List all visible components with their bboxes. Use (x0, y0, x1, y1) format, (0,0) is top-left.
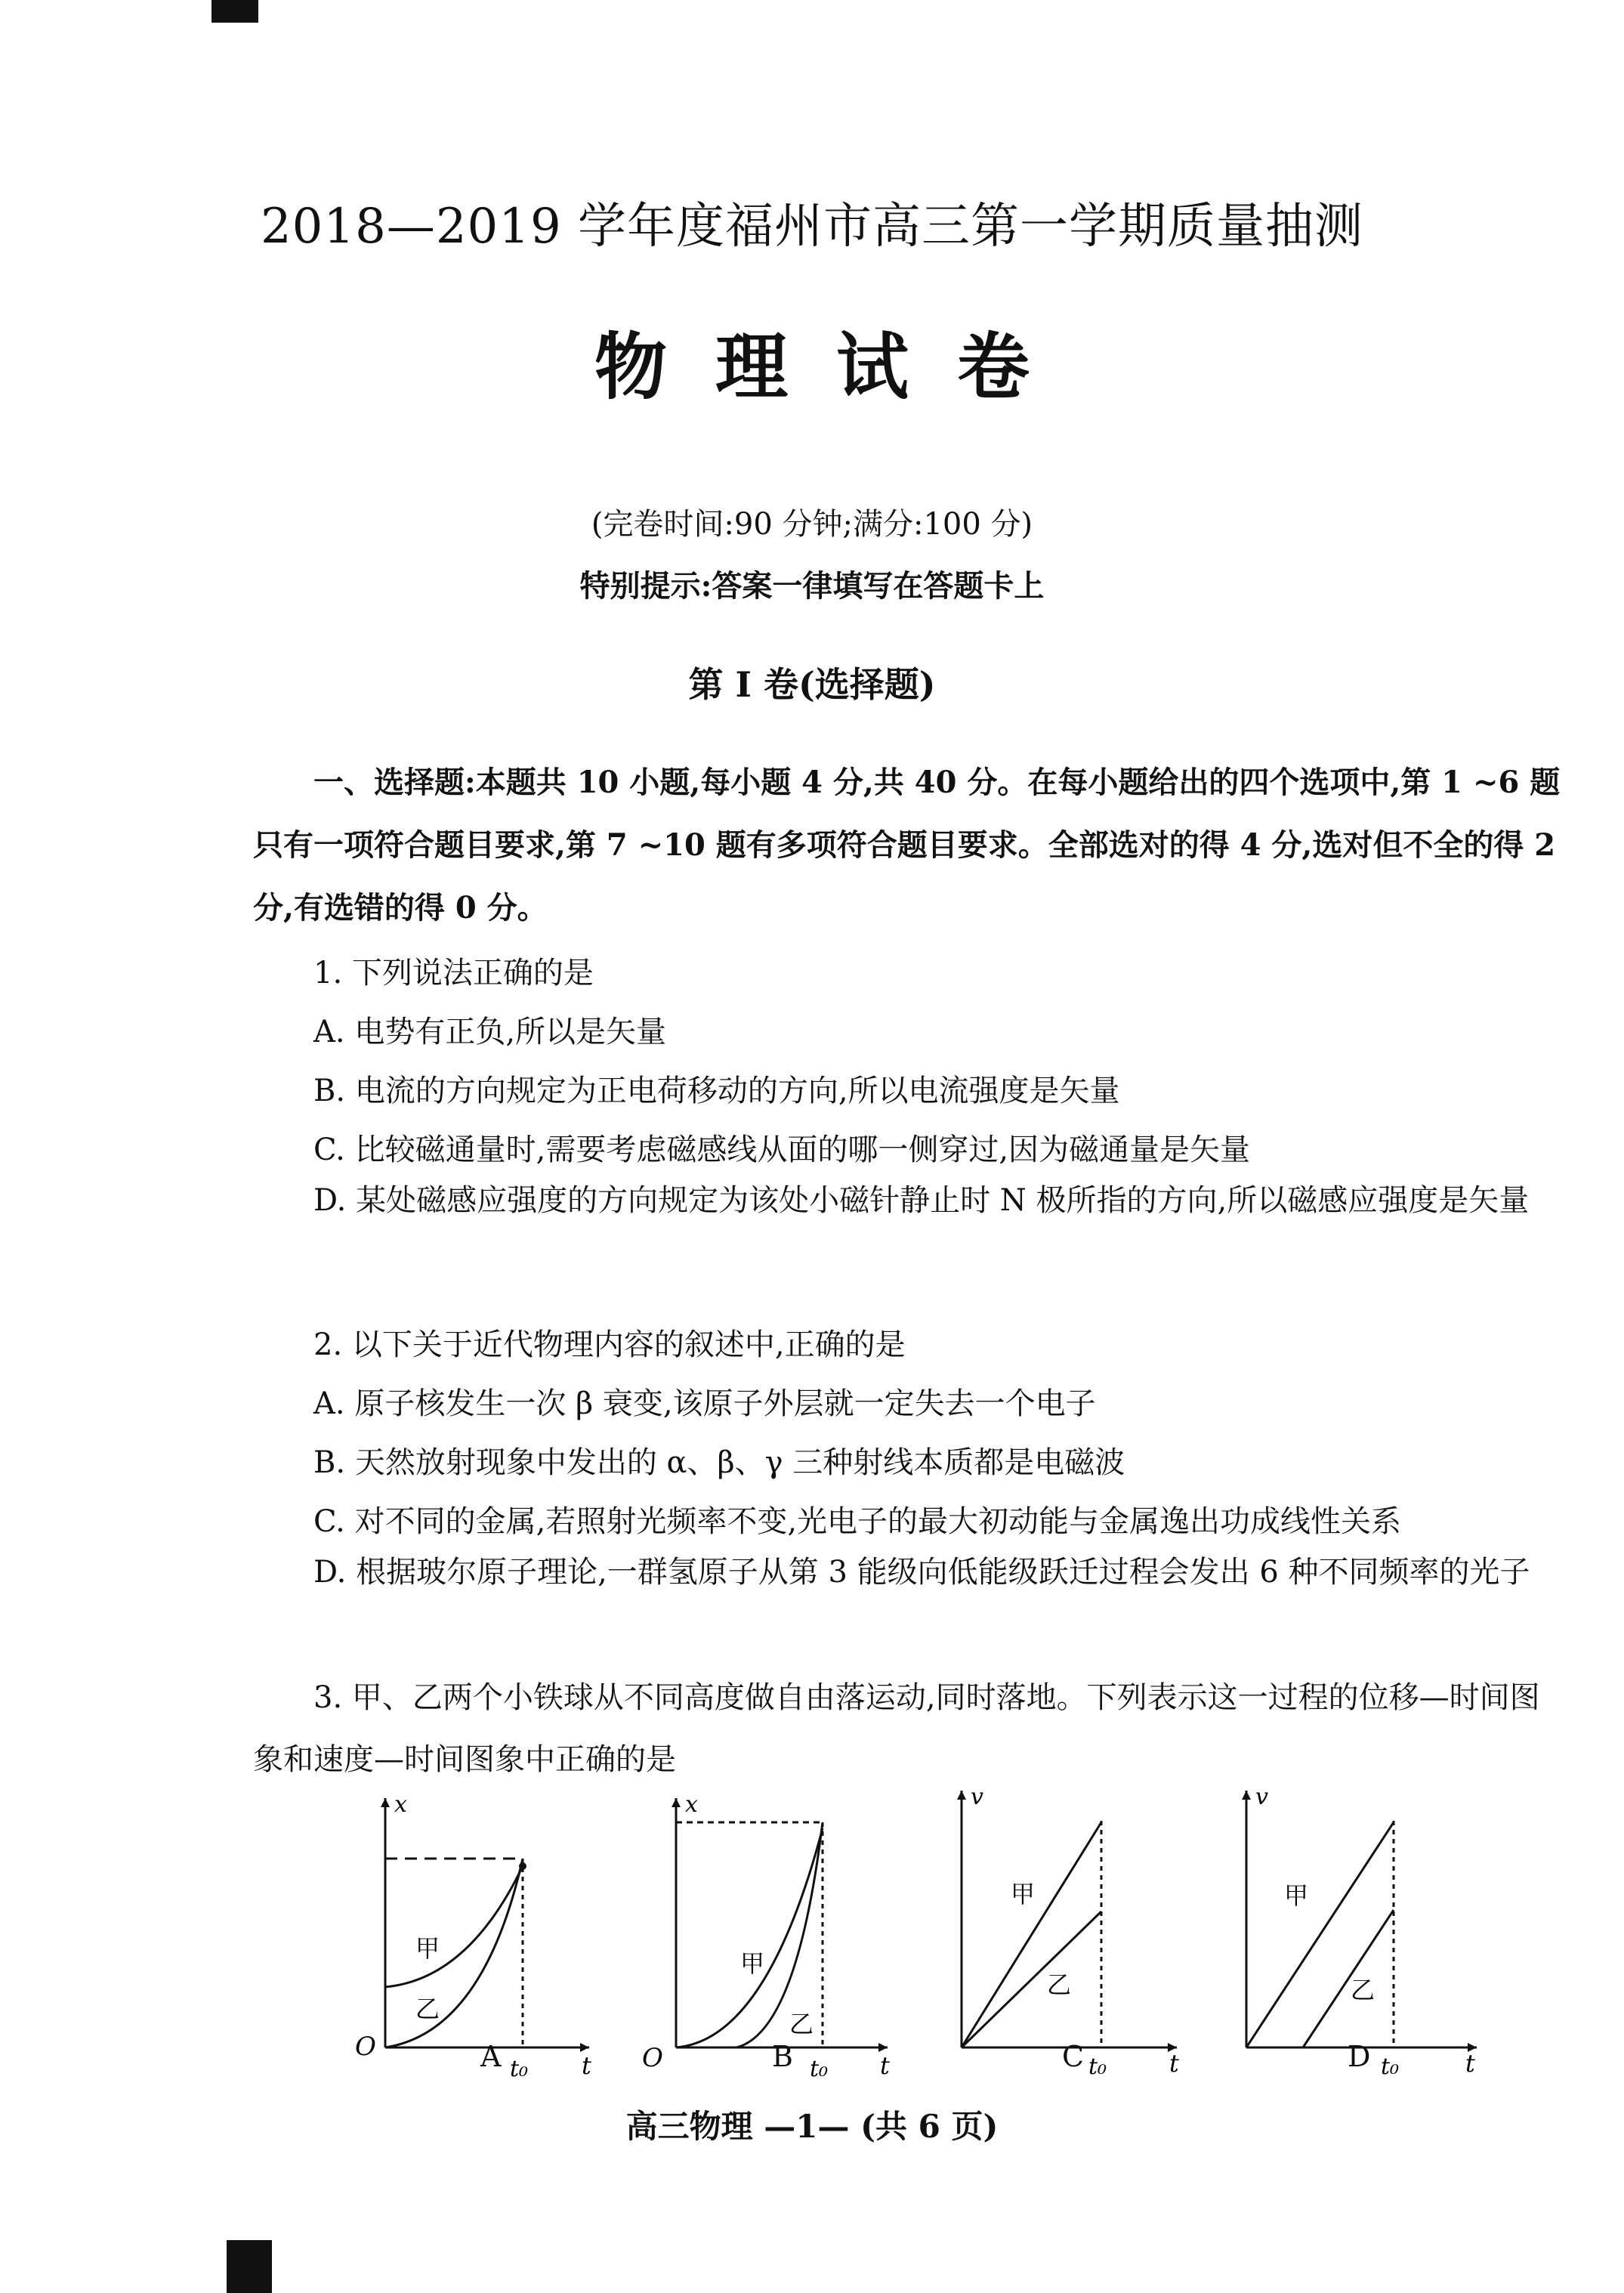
graph-c-t0: t₀ (1088, 2054, 1107, 2080)
scan-mark-bottom (227, 2240, 272, 2293)
graph-d-y-label: v (1255, 1784, 1268, 1810)
graph-c-t-label: t (1169, 2049, 1179, 2078)
question-2-option-a: A. 原子核发生一次 β 衰变,该原子外层就一定失去一个电子 (313, 1386, 1096, 1421)
graph-a-y-label: x (394, 1791, 407, 1818)
graph-b-t0: t₀ (810, 2056, 829, 2082)
graph-d-t0: t₀ (1381, 2054, 1400, 2080)
graph-c-jia-label: 甲 (1011, 1880, 1036, 1908)
question-1-option-b: B. 电流的方向规定为正电荷移动的方向,所以电流强度是矢量 (313, 1074, 1120, 1108)
graph-c (943, 1784, 1199, 2080)
graph-b-y-label: x (685, 1791, 698, 1818)
question-1-option-a: A. 电势有正负,所以是矢量 (313, 1015, 667, 1049)
graph-b-jia-label: 甲 (740, 1949, 765, 1978)
graph-b-caption: B (772, 2040, 793, 2073)
section-title: 第 I 卷(选择题) (688, 664, 936, 705)
graph-a (355, 1791, 604, 2082)
question-2-option-b: B. 天然放射现象中发出的 α、β、γ 三种射线本质都是电磁波 (313, 1445, 1125, 1480)
graph-a-origin: O (355, 2032, 376, 2062)
question-2-option-d: D. 根据玻尔原子理论,一群氢原子从第 3 能级向低能级跃迁过程会发出 6 种不同频率的光子 (313, 1555, 1530, 1590)
graph-d-t-label: t (1465, 2049, 1475, 2078)
question-3-stem: 3. 甲、乙两个小铁球从不同高度做自由落运动,同时落地。下列表示这一过程的位移—时间图象和速度—时间图象中正确的是 (253, 1680, 1540, 1777)
question-1-option-d: D. 某处磁感应强度的方向规定为该处小磁针静止时 N 极所指的方向,所以磁感应强度是矢量 (313, 1183, 1530, 1218)
question-2-option-c: C. 对不同的金属,若照射光频率不变,光电子的最大初动能与金属逸出功成线性关系 (313, 1504, 1402, 1539)
graph-a-jia-label: 甲 (415, 1934, 440, 1963)
exam-title: 2018—2019 学年度福州市高三第一学期质量抽测 (260, 199, 1364, 255)
graph-d-caption: D (1348, 2040, 1371, 2073)
graph-a-t0: t₀ (510, 2056, 529, 2082)
page-footer: 高三物理 —1— (共 6 页) (625, 2108, 999, 2145)
graph-a-caption: A (480, 2040, 502, 2073)
question-1-option-c: C. 比较磁通量时,需要考虑磁感线从面的哪一侧穿过,因为磁通量是矢量 (313, 1133, 1251, 1167)
graph-a-t-label: t (582, 2051, 591, 2080)
graph-d-line-jia (1246, 1822, 1394, 2047)
exam-info: (完卷时间:90 分钟;满分:100 分) (591, 507, 1033, 542)
graph-c-line-jia (962, 1822, 1101, 2047)
graph-c-yi-label: 乙 (1047, 1970, 1072, 1999)
graph-d-line-yi (1303, 1910, 1394, 2047)
question-1-stem: 1. 下列说法正确的是 (313, 956, 594, 990)
special-note: 特别提示:答案一律填写在答题卡上 (579, 568, 1045, 604)
graph-c-line-yi (962, 1911, 1101, 2047)
graph-d-yi-label: 乙 (1351, 1976, 1375, 2004)
graph-a-curve-yi (385, 1859, 523, 2047)
subject-title: 物理试卷 (594, 324, 1078, 409)
graph-b (642, 1791, 903, 2082)
scan-mark-top (211, 0, 258, 23)
graph-a-yi-label: 乙 (415, 1995, 440, 2023)
graph-d (1227, 1784, 1492, 2080)
instructions: 一、选择题:本题共 10 小题,每小题 4 分,共 40 分。在每小题给出的四个选项中,第 1 ~6 题只有一项符合题目要求,第 7 ~10 题有多项符合题目要求。全部选对的得 4 分,选对但不全的得 2 分,有选错的得 0 分。 (253, 765, 1561, 926)
graph-c-y-label: v (971, 1784, 983, 1810)
question-2-stem: 2. 以下关于近代物理内容的叙述中,正确的是 (313, 1327, 906, 1362)
graph-d-jia-label: 甲 (1284, 1881, 1309, 1910)
graph-b-origin: O (642, 2043, 663, 2073)
graph-c-caption: C (1062, 2040, 1085, 2073)
graph-b-yi-label: 乙 (789, 2010, 814, 2038)
graph-b-t-label: t (880, 2051, 890, 2080)
